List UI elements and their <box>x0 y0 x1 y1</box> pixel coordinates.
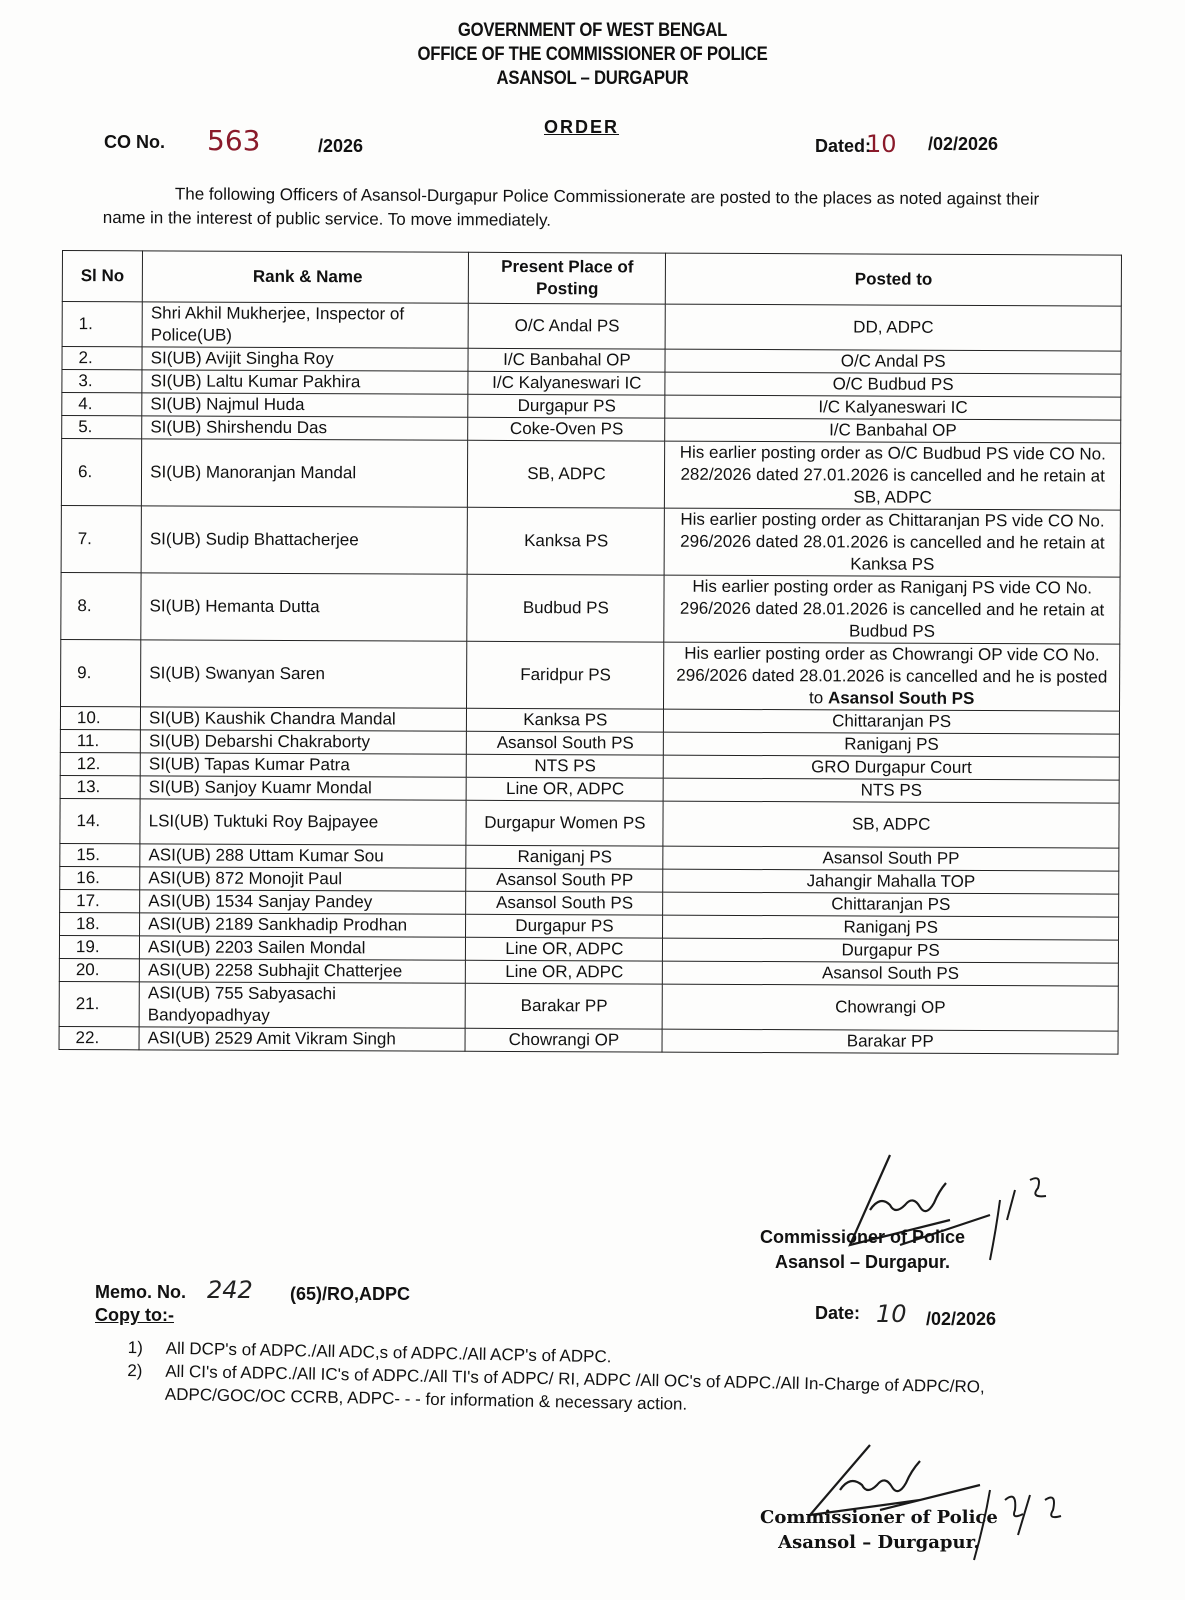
row-present-posting: Durgapur PS <box>466 914 663 938</box>
row-sl: 3. <box>62 370 142 393</box>
row-rank-name: SI(UB) Sudip Bhattacherjee <box>141 506 468 574</box>
row-posted-to: Asansol South PS <box>663 961 1119 986</box>
row-sl: 18. <box>60 912 140 935</box>
co-number-handwritten: 563 <box>207 124 261 157</box>
row-sl: 19. <box>59 935 139 958</box>
row-present-posting: Line OR, ADPC <box>466 960 663 984</box>
header-present-posting: Present Place of Posting <box>469 252 666 304</box>
row-rank-name: ASI(UB) 288 Uttam Kumar Sou <box>140 844 466 868</box>
row-posted-to-text: His earlier posting order as Chowrangi OP vide CO No. 296/2026 dated 28.01.2026 is cancelled and he is posted to <box>676 643 1108 708</box>
row-present-posting: Asansol South PS <box>467 731 664 755</box>
row-posted-to: O/C Andal PS <box>665 349 1121 374</box>
signature-1-designation: Commissioner of Police <box>760 1227 966 1247</box>
co-number-label: CO No. <box>104 132 165 152</box>
table-header-row <box>62 251 1121 307</box>
row-rank-name: SI(UB) Laltu Kumar Pakhira <box>142 370 468 394</box>
row-sl: 13. <box>60 775 140 798</box>
row-rank-name: SI(UB) Swanyan Saren <box>141 640 468 708</box>
header-posted-to: Posted to <box>666 253 1122 306</box>
dated-day-handwritten: 10 <box>866 130 897 158</box>
row-posted-to: SB, ADPC <box>663 801 1119 848</box>
row-present-posting: O/C Andal PS <box>469 303 666 349</box>
row-rank-name: ASI(UB) 2529 Amit Vikram Singh <box>139 1027 465 1051</box>
row-present-posting: SB, ADPC <box>468 440 665 508</box>
row-rank-name: SI(UB) Debarshi Chakraborty <box>140 730 466 754</box>
row-present-posting: Budbud PS <box>467 574 664 642</box>
order-title: ORDER <box>544 117 620 137</box>
row-sl: 20. <box>59 958 139 981</box>
row-posted-to: GRO Durgapur Court <box>664 755 1120 780</box>
header-rank-name: Rank & Name <box>142 251 469 303</box>
row-rank-name: ASI(UB) 2189 Sankhadip Prodhan <box>140 913 466 937</box>
row-present-posting: Durgapur Women PS <box>466 800 663 846</box>
row-rank-name: SI(UB) Manoranjan Mandal <box>142 439 469 507</box>
row-sl: 6. <box>61 439 141 506</box>
row-present-posting: Durgapur PS <box>468 394 665 418</box>
postings-table <box>59 250 1122 1055</box>
row-sl: 8. <box>61 572 141 639</box>
row-rank-name: ASI(UB) 2258 Subhajit Chatterjee <box>139 959 465 983</box>
memo-number-suffix: (65)/RO,ADPC <box>290 1284 411 1304</box>
table-row <box>61 505 1120 577</box>
row-rank-name: ASI(UB) 755 Sabyasachi Bandyopadhyay <box>139 982 466 1028</box>
row-rank-name: SI(UB) Avijit Singha Roy <box>142 347 468 371</box>
row-present-posting: I/C Kalyaneswari IC <box>468 371 665 395</box>
row-posted-to-bold: Asansol South PS <box>827 688 975 708</box>
table-row <box>62 302 1121 352</box>
signature-1-location: Asansol – Durgapur. <box>775 1252 951 1272</box>
row-present-posting: Asansol South PP <box>466 868 663 892</box>
row-rank-name: SI(UB) Najmul Huda <box>142 393 468 417</box>
row-posted-to: Barakar PP <box>662 1029 1118 1054</box>
row-rank-name: SI(UB) Hemanta Dutta <box>141 573 468 641</box>
header-sl-no: Sl No <box>62 251 142 302</box>
row-present-posting: Kanksa PS <box>468 507 665 575</box>
row-posted-to: Raniganj PS <box>664 732 1120 757</box>
row-present-posting: NTS PS <box>467 754 664 778</box>
row-present-posting: Barakar PP <box>466 983 663 1029</box>
table-row <box>59 1026 1118 1054</box>
row-rank-name: SI(UB) Shirshendu Das <box>142 416 468 440</box>
row-posted-to: Jahangir Mahalla TOP <box>663 869 1119 894</box>
row-rank-name: SI(UB) Kaushik Chandra Mandal <box>141 707 467 731</box>
row-rank-name: ASI(UB) 1534 Sanjay Pandey <box>140 890 466 914</box>
row-present-posting: I/C Banbahal OP <box>468 348 665 372</box>
memo-number-label: Memo. No. <box>95 1282 187 1302</box>
row-posted-to: NTS PS <box>663 778 1119 803</box>
row-posted-to: Raniganj PS <box>663 915 1119 940</box>
row-present-posting: Raniganj PS <box>466 845 663 869</box>
signature-2-location: Asansol – Durgapur. <box>778 1532 980 1553</box>
table-row <box>61 639 1120 711</box>
row-sl: 7. <box>61 505 141 572</box>
signature-1-block <box>760 1225 965 1275</box>
copy-to-item-text: All CI's of ADPC./All IC's of ADPC./All TI's of ADPC/ RI, ADPC /All OC's of ADPC./All In-Charge of ADPC/RO, ADPC/GOC/OC CCRB, ADPC- - - for information & necessary action. <box>164 1361 985 1414</box>
row-present-posting: Chowrangi OP <box>465 1028 662 1052</box>
row-rank-name: ASI(UB) 872 Monojit Paul <box>140 867 466 891</box>
row-posted-to: His earlier posting order as Raniganj PS vide CO No. 296/2026 dated 28.01.2026 is cancelled and he retain at Budbud PS <box>664 575 1120 644</box>
table-row <box>61 572 1120 644</box>
signature-2-block <box>760 1505 998 1555</box>
row-sl: 15. <box>60 843 140 866</box>
copy-to-item-number: 2) <box>127 1360 143 1381</box>
row-sl: 5. <box>62 416 142 439</box>
row-sl: 22. <box>59 1026 139 1049</box>
row-rank-name: LSI(UB) Tuktuki Roy Bajpayee <box>140 799 467 845</box>
row-sl: 16. <box>60 866 140 889</box>
row-present-posting: Kanksa PS <box>467 708 664 732</box>
row-posted-to: I/C Kalyaneswari IC <box>665 395 1121 420</box>
dated-month-year: /02/2026 <box>928 134 999 154</box>
row-sl: 21. <box>59 981 139 1026</box>
row-posted-to: His earlier posting order as O/C Budbud PS vide CO No. 282/2026 dated 27.01.2026 is cancelled and he retain at SB, ADPC <box>665 441 1121 510</box>
header-line-office: OFFICE OF THE COMMISSIONER OF POLICE <box>417 44 768 65</box>
row-sl: 14. <box>60 798 140 843</box>
row-posted-to: O/C Budbud PS <box>665 372 1121 397</box>
row-present-posting: Line OR, ADPC <box>466 937 663 961</box>
row-posted-to: I/C Banbahal OP <box>665 418 1121 443</box>
signature-2-designation: Commissioner of Police <box>760 1507 998 1528</box>
row-sl: 4. <box>62 393 142 416</box>
row-posted-to: Chowrangi OP <box>662 984 1118 1031</box>
row-sl: 10. <box>60 706 140 729</box>
row-posted-to <box>664 642 1120 711</box>
copy-to-item-text: All DCP's of ADPC./All ADC,s of ADPC./All ACP's of ADPC. <box>165 1338 612 1367</box>
row-posted-to: His earlier posting order as Chittaranjan PS vide CO No. 296/2026 dated 28.01.2026 is cancelled and he retain at Kanksa PS <box>664 508 1120 577</box>
row-sl: 17. <box>60 889 140 912</box>
row-present-posting: Coke-Oven PS <box>468 417 665 441</box>
row-posted-to: Asansol South PP <box>663 846 1119 871</box>
memo-number-handwritten: 242 <box>207 1276 253 1304</box>
table-row <box>60 798 1119 848</box>
row-rank-name: ASI(UB) 2203 Sailen Mondal <box>140 936 466 960</box>
dated-label: Dated: <box>815 136 872 156</box>
memo-date-day-handwritten: 10 <box>876 1300 907 1328</box>
table-row <box>59 981 1118 1031</box>
row-sl: 11. <box>60 729 140 752</box>
row-present-posting: Line OR, ADPC <box>467 777 664 801</box>
co-number-year: /2026 <box>318 136 364 156</box>
row-sl: 1. <box>62 302 142 347</box>
header-line-location: ASANSOL – DURGAPUR <box>496 68 689 89</box>
memo-date-label: Date: <box>815 1303 861 1323</box>
row-rank-name: SI(UB) Sanjoy Kuamr Mondal <box>140 776 466 800</box>
intro-text: The following Officers of Asansol-Durgapur Police Commissionerate are posted to the places as noted against their name in the interest of public service. To move immediately. <box>102 184 1040 230</box>
row-rank-name: SI(UB) Tapas Kumar Patra <box>140 753 466 777</box>
memo-date-month-year: /02/2026 <box>926 1309 997 1329</box>
row-sl: 9. <box>61 639 141 706</box>
row-present-posting: Faridpur PS <box>467 641 664 709</box>
copy-to-list <box>127 1336 1008 1422</box>
table-row <box>61 439 1120 511</box>
row-present-posting: Asansol South PS <box>466 891 663 915</box>
row-posted-to: Durgapur PS <box>663 938 1119 963</box>
row-posted-to: Chittaranjan PS <box>664 709 1120 734</box>
copy-to-item-number: 1) <box>127 1337 144 1358</box>
row-posted-to: Chittaranjan PS <box>663 892 1119 917</box>
row-posted-to: DD, ADPC <box>665 304 1121 351</box>
row-rank-name: Shri Akhil Mukherjee, Inspector of Police(UB) <box>142 302 469 348</box>
copy-to-label: Copy to:- <box>95 1305 174 1325</box>
row-sl: 2. <box>62 347 142 370</box>
header-line-government: GOVERNMENT OF WEST BENGAL <box>457 20 728 41</box>
row-sl: 12. <box>60 752 140 775</box>
intro-paragraph <box>103 182 1083 236</box>
